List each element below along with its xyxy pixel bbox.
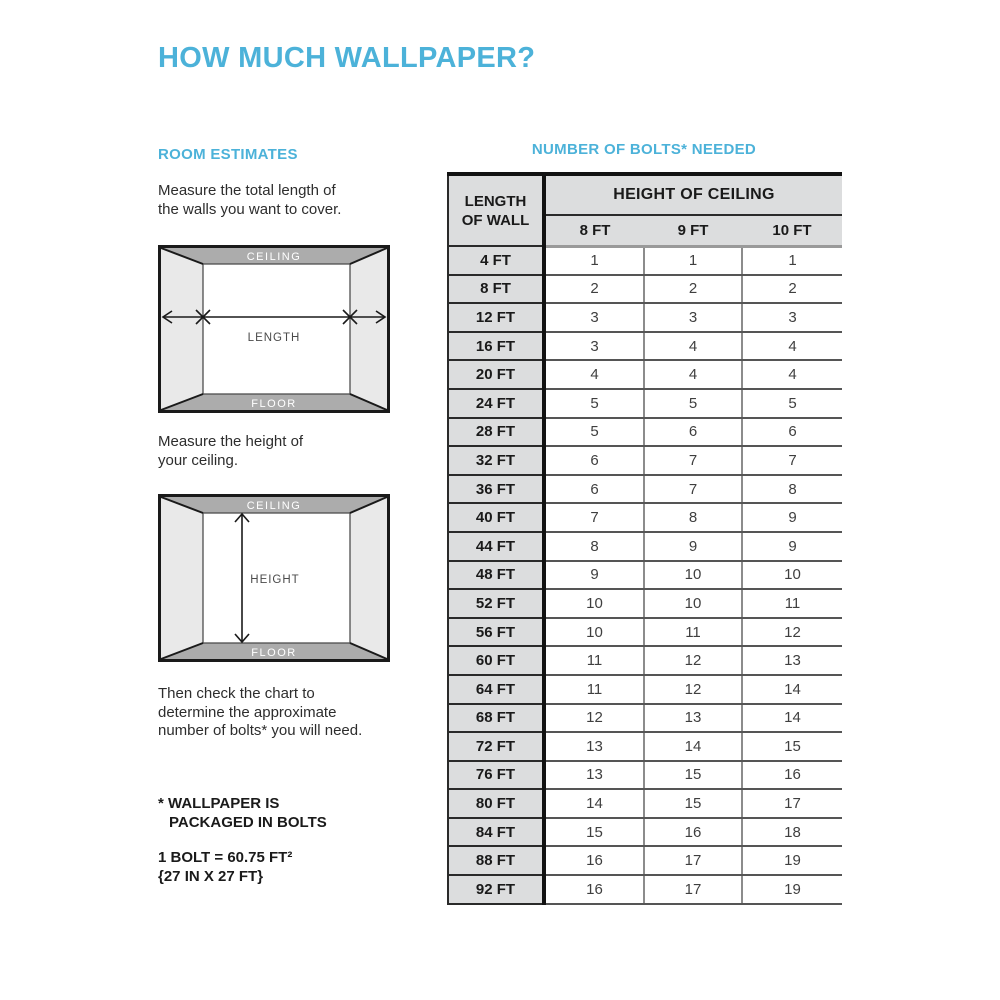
bolt-count-cell: 5 — [544, 418, 644, 447]
bolt-count-cell: 16 — [544, 875, 644, 904]
bolt-count-cell: 15 — [544, 818, 644, 847]
bolt-count-cell: 2 — [544, 275, 644, 304]
bolt-count-cell: 3 — [644, 303, 742, 332]
bolt-count-cell: 10 — [544, 618, 644, 647]
length-diagram — [158, 245, 390, 413]
footnote-line1: * WALLPAPER IS — [158, 795, 280, 812]
table-row — [448, 675, 842, 704]
bolt-count-cell: 10 — [544, 589, 644, 618]
table-row — [448, 561, 842, 590]
bolt-count-cell: 10 — [742, 561, 842, 590]
bolt-count-cell: 4 — [742, 332, 842, 361]
step1-line2: the walls you want to cover. — [158, 200, 342, 218]
bolt-count-cell: 9 — [644, 532, 742, 561]
table-row — [448, 846, 842, 875]
bolt-count-cell: 14 — [742, 675, 842, 704]
bolt-count-cell: 17 — [742, 789, 842, 818]
row-label: 36 FT — [448, 475, 544, 504]
bolt-count-cell: 17 — [644, 846, 742, 875]
ceiling-label: CEILING — [246, 251, 302, 263]
table-row — [448, 646, 842, 675]
row-label: 8 FT — [448, 275, 544, 304]
row-label: 24 FT — [448, 389, 544, 418]
bolt-count-cell: 6 — [544, 446, 644, 475]
left-wall-plane — [161, 497, 203, 659]
bolt-count-cell: 14 — [644, 732, 742, 761]
bolt-count-cell: 7 — [644, 475, 742, 504]
table-row — [448, 418, 842, 447]
bolt-count-cell: 19 — [742, 846, 842, 875]
table-row — [448, 589, 842, 618]
bolt-count-cell: 9 — [742, 532, 842, 561]
bolt-count-cell: 3 — [544, 303, 644, 332]
row-label: 20 FT — [448, 360, 544, 389]
room-estimates-heading: ROOM ESTIMATES — [158, 146, 298, 163]
bolt-count-cell: 1 — [644, 246, 742, 275]
back-wall — [203, 264, 350, 394]
floor-label: FLOOR — [251, 647, 297, 659]
row-label: 16 FT — [448, 332, 544, 361]
bolt-count-cell: 3 — [544, 332, 644, 361]
bolt-count-cell: 7 — [644, 446, 742, 475]
bolt-count-cell: 4 — [742, 360, 842, 389]
table-row — [448, 818, 842, 847]
bolt-count-cell: 11 — [544, 675, 644, 704]
bolt-count-cell: 8 — [544, 532, 644, 561]
step2-line2: your ceiling. — [158, 451, 239, 469]
step3-line2: determine the approximate — [158, 703, 337, 721]
bolt-count-cell: 9 — [544, 561, 644, 590]
row-label: 12 FT — [448, 303, 544, 332]
bolt-count-cell: 5 — [742, 389, 842, 418]
row-label: 40 FT — [448, 503, 544, 532]
bolts-table — [447, 172, 842, 905]
bolt-count-cell: 17 — [644, 875, 742, 904]
bolt-count-cell: 12 — [644, 675, 742, 704]
bolt-count-cell: 6 — [544, 475, 644, 504]
col-header-8ft: 8 FT — [544, 215, 644, 246]
step2-text — [158, 433, 303, 470]
bolt-count-cell: 2 — [644, 275, 742, 304]
height-diagram — [158, 494, 390, 662]
bolt-equation: 1 BOLT = 60.75 FT² — [158, 849, 293, 866]
bolt-count-cell: 11 — [544, 646, 644, 675]
table-row — [448, 875, 842, 904]
bolt-count-cell: 5 — [644, 389, 742, 418]
length-of-wall-line2: OF WALL — [461, 211, 530, 229]
wallpaper-bolts-footnote — [158, 795, 327, 832]
bolt-count-cell: 16 — [742, 761, 842, 790]
bolt-count-cell: 12 — [544, 704, 644, 733]
table-row — [448, 761, 842, 790]
row-label: 84 FT — [448, 818, 544, 847]
table-row — [448, 332, 842, 361]
table-row — [448, 789, 842, 818]
bolt-count-cell: 4 — [644, 332, 742, 361]
row-label: 92 FT — [448, 875, 544, 904]
table-row — [448, 303, 842, 332]
bolt-count-cell: 16 — [544, 846, 644, 875]
page-title: HOW MUCH WALLPAPER? — [158, 42, 536, 74]
step3-line3: number of bolts* you will need. — [158, 722, 363, 739]
step3-text — [158, 685, 362, 741]
row-label: 60 FT — [448, 646, 544, 675]
bolt-count-cell: 19 — [742, 875, 842, 904]
col-header-9ft: 9 FT — [644, 215, 742, 246]
bolt-count-cell: 15 — [644, 789, 742, 818]
bolt-count-cell: 13 — [544, 761, 644, 790]
bolt-count-cell: 10 — [644, 561, 742, 590]
bolt-count-cell: 18 — [742, 818, 842, 847]
bolt-count-cell: 5 — [544, 389, 644, 418]
row-label: 68 FT — [448, 704, 544, 733]
floor-label: FLOOR — [251, 398, 297, 410]
row-label: 4 FT — [448, 246, 544, 275]
bolt-count-cell: 16 — [644, 818, 742, 847]
step2-line1: Measure the height of — [158, 433, 304, 450]
row-label: 72 FT — [448, 732, 544, 761]
row-label: 56 FT — [448, 618, 544, 647]
ceiling-label: CEILING — [246, 500, 302, 512]
step1-line1: Measure the total length of — [158, 182, 336, 199]
bolt-count-cell: 7 — [742, 446, 842, 475]
step1-text — [158, 182, 341, 219]
length-of-wall-line1: LENGTH — [464, 192, 527, 210]
bolt-count-cell: 6 — [742, 418, 842, 447]
row-label: 52 FT — [448, 589, 544, 618]
table-row — [448, 275, 842, 304]
bolt-count-cell: 12 — [644, 646, 742, 675]
table-row — [448, 446, 842, 475]
length-of-wall-header — [448, 174, 544, 246]
height-label: HEIGHT — [250, 574, 300, 586]
height-of-ceiling-header: HEIGHT OF CEILING — [544, 174, 842, 215]
row-label: 64 FT — [448, 675, 544, 704]
step3-line1: Then check the chart to — [158, 685, 315, 702]
right-wall-plane — [350, 248, 387, 410]
bolt-table-body — [448, 246, 842, 904]
bolt-count-cell: 4 — [544, 360, 644, 389]
bolt-count-cell: 2 — [742, 275, 842, 304]
bolt-count-cell: 13 — [742, 646, 842, 675]
bolt-count-cell: 6 — [644, 418, 742, 447]
footnote-line2: PACKAGED IN BOLTS — [169, 813, 327, 831]
bolt-count-cell: 8 — [644, 503, 742, 532]
bolt-count-cell: 14 — [544, 789, 644, 818]
bolt-count-cell: 13 — [644, 704, 742, 733]
bolt-dimensions: {27 IN X 27 FT} — [158, 867, 264, 885]
bolt-size-info — [158, 849, 292, 886]
bolt-count-cell: 15 — [742, 732, 842, 761]
table-row — [448, 704, 842, 733]
row-label: 44 FT — [448, 532, 544, 561]
bolt-count-cell: 11 — [742, 589, 842, 618]
row-label: 32 FT — [448, 446, 544, 475]
bolt-count-cell: 15 — [644, 761, 742, 790]
bolt-count-cell: 8 — [742, 475, 842, 504]
table-row — [448, 246, 842, 275]
row-label: 88 FT — [448, 846, 544, 875]
bolt-count-cell: 9 — [742, 503, 842, 532]
bolt-count-cell: 3 — [742, 303, 842, 332]
group-header-row — [448, 174, 842, 215]
bolt-count-cell: 14 — [742, 704, 842, 733]
table-row — [448, 732, 842, 761]
row-label: 76 FT — [448, 761, 544, 790]
table-row — [448, 389, 842, 418]
bolt-count-cell: 13 — [544, 732, 644, 761]
bolt-count-cell: 10 — [644, 589, 742, 618]
bolt-count-cell: 7 — [544, 503, 644, 532]
table-row — [448, 475, 842, 504]
bolts-needed-heading: NUMBER OF BOLTS* NEEDED — [531, 141, 757, 158]
row-label: 80 FT — [448, 789, 544, 818]
bolt-count-cell: 12 — [742, 618, 842, 647]
table-row — [448, 532, 842, 561]
bolt-count-cell: 11 — [644, 618, 742, 647]
row-label: 48 FT — [448, 561, 544, 590]
right-wall-plane — [350, 497, 387, 659]
bolt-count-cell: 1 — [544, 246, 644, 275]
col-header-10ft: 10 FT — [742, 215, 842, 246]
length-label: LENGTH — [247, 332, 301, 344]
left-wall-plane — [161, 248, 203, 410]
table-row — [448, 503, 842, 532]
table-row — [448, 360, 842, 389]
table-row — [448, 618, 842, 647]
bolt-count-cell: 1 — [742, 246, 842, 275]
row-label: 28 FT — [448, 418, 544, 447]
bolt-count-cell: 4 — [644, 360, 742, 389]
